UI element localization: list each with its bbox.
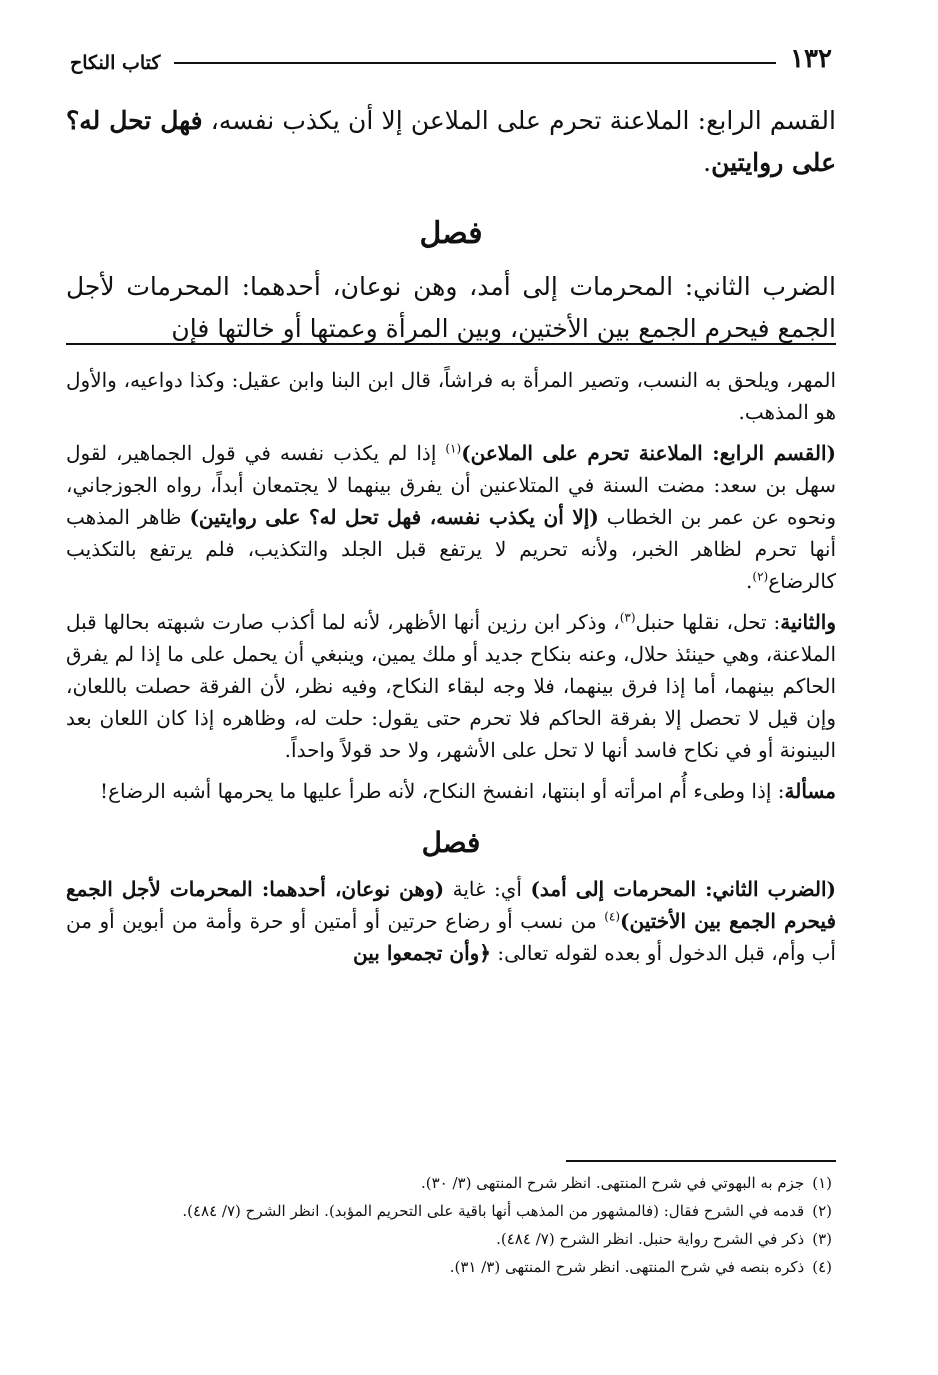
sharh-text-run: أي: غاية xyxy=(444,877,531,901)
matn-paragraph-2: الضرب الثاني: المحرمات إلى أمد، وهن نوعان، أحدهما: المحرمات لأجل الجمع فيحرم الجمع بين الأختين، وبين المرأة وعمتها أو خالتها فإن xyxy=(66,272,836,343)
sharh-text-run: إذا لم يكذب نفسه في قول الجماهير، لقول سهل بن سعد: مضت السنة في المتلاعنين أن يفرق بينهما لا يجتمعان أبداً، رواه الجوزجاني، ونحوه عن عمر بن الخطاب xyxy=(66,441,836,529)
footnote-ref-1[interactable]: (١) xyxy=(445,441,462,456)
quoted-matn: (إلا أن يكذب نفسه، فهل تحل له؟ على روايتين) xyxy=(189,505,599,529)
footnote-ref-3[interactable]: (٣) xyxy=(619,610,636,625)
quoted-matn: (الضرب الثاني: المحرمات إلى أمد) xyxy=(530,877,836,901)
footnote-text: جزم به البهوتي في شرح المنتهى. انظر شرح المنتهى (٣/ ٣٠). xyxy=(420,1174,805,1192)
footnote-rule xyxy=(566,1160,836,1162)
sharh-text-run: : إذا وطىء أُم امرأته أو ابنتها، انفسخ النكاح، لأنه طرأ عليها ما يحرمها أشبه الرضاع! xyxy=(100,779,785,803)
section-heading: فصل xyxy=(421,826,481,859)
sharh-text-run: . xyxy=(746,569,753,593)
footnote-2 xyxy=(66,1198,836,1224)
quran-quote: ﴿وأن تجمعوا بين xyxy=(353,941,491,965)
matn-text-run: القسم الرابع: الملاعنة تحرم على الملاعن إلا أن يكذب نفسه، xyxy=(202,106,836,135)
footnote-3 xyxy=(66,1226,836,1252)
page-header xyxy=(70,34,832,74)
footnote-ref-2[interactable]: (٢) xyxy=(752,569,769,584)
sharh-paragraph-2 xyxy=(66,437,836,597)
footnote-number: (٤) xyxy=(812,1258,832,1276)
matn-bold-run: فهل تحل له؟ على روايتين xyxy=(66,106,836,177)
matn-sharh-divider xyxy=(66,343,836,345)
matn-text xyxy=(66,100,836,350)
matn-paragraph-1 xyxy=(66,100,836,184)
page-number: ١٣٢ xyxy=(790,44,832,74)
footnote-1 xyxy=(66,1170,836,1196)
sharh-text-run: ظاهر المذهب أنها تحرم لظاهر الخبر، ولأنه تحريم لا يرتفع قبل الجلد والتكذيب، فلم يرتفع بالتكذيب كالرضاع xyxy=(66,505,836,593)
quoted-matn: (وهن نوعان، أحدهما: المحرمات لأجل الجمع فيحرم الجمع بين الأختين) xyxy=(66,877,837,933)
footnote-number: (١) xyxy=(812,1174,832,1192)
sharh-paragraph-5 xyxy=(66,873,836,969)
sharh-paragraph-4 xyxy=(66,775,836,807)
section-heading: فصل xyxy=(419,216,483,251)
footnote-number: (٣) xyxy=(812,1230,832,1248)
sharh-text-run: : تحل، نقلها حنبل xyxy=(635,610,781,634)
sharh-commentary xyxy=(66,364,836,978)
bold-term: والثانية xyxy=(780,610,836,634)
footnote-number: (٢) xyxy=(812,1202,832,1220)
sharh-paragraph-1: المهر، ويلحق به النسب، وتصير المرأة به فراشاً، قال ابن البنا وابن عقيل: وكذا دواعيه، والأول هو المذهب. xyxy=(66,368,836,424)
footnote-ref-4[interactable]: (٤) xyxy=(604,909,621,924)
quoted-matn: (القسم الرابع: الملاعنة تحرم على الملاعن) xyxy=(461,441,836,465)
running-title: كتاب النكاح xyxy=(70,52,161,74)
sharh-paragraph-3 xyxy=(66,606,836,766)
footnote-text: ذكر في الشرح رواية حنبل. انظر الشرح (٧/ ٤٨٤). xyxy=(496,1230,805,1248)
footnote-4 xyxy=(66,1254,836,1280)
sharh-text-run: من نسب أو رضاع حرتين أو أمتين أو حرة وأمة من أبوين أو من أب وأم، قبل الدخول أو بعده لقوله تعالى: xyxy=(66,909,836,965)
footnotes xyxy=(66,1170,836,1282)
sharh-text-run: ، وذكر ابن رزين أنها الأظهر، لأنه لما أكذب صارت شبهته بحالها قبل الملاعنة، وهي حينئذ حلال، وعنه بنكاح جديد أو ملك يمين، وينبغي أن يحمل على ما إذا لم يفرق الحاكم بينهما، أما إذا فرق بينهما، فلا وجه لبقاء النكاح، وفيه نظر، لأن الفرقة حصلت باللعان، وإن قيل لا تحصل إلا بفرقة الحاكم فلا تحرم حتى يقول: حلت له، وظاهره إذا كان اللعان بعد البينونة أو في نكاح فاسد أنها لا تحل على الأشهر، ولا حد قولاً واحداً. xyxy=(66,610,836,762)
bold-term: مسألة xyxy=(784,779,836,803)
matn-text-run: . xyxy=(703,148,712,177)
header-rule xyxy=(174,62,776,64)
footnote-text: قدمه في الشرح فقال: (فالمشهور من المذهب أنها باقية على التحريم المؤبد). انظر الشرح (٧/ ٤٨٤). xyxy=(182,1202,805,1220)
footnote-text: ذكره بنصه في شرح المنتهى. انظر شرح المنتهى (٣/ ٣١). xyxy=(449,1258,805,1276)
